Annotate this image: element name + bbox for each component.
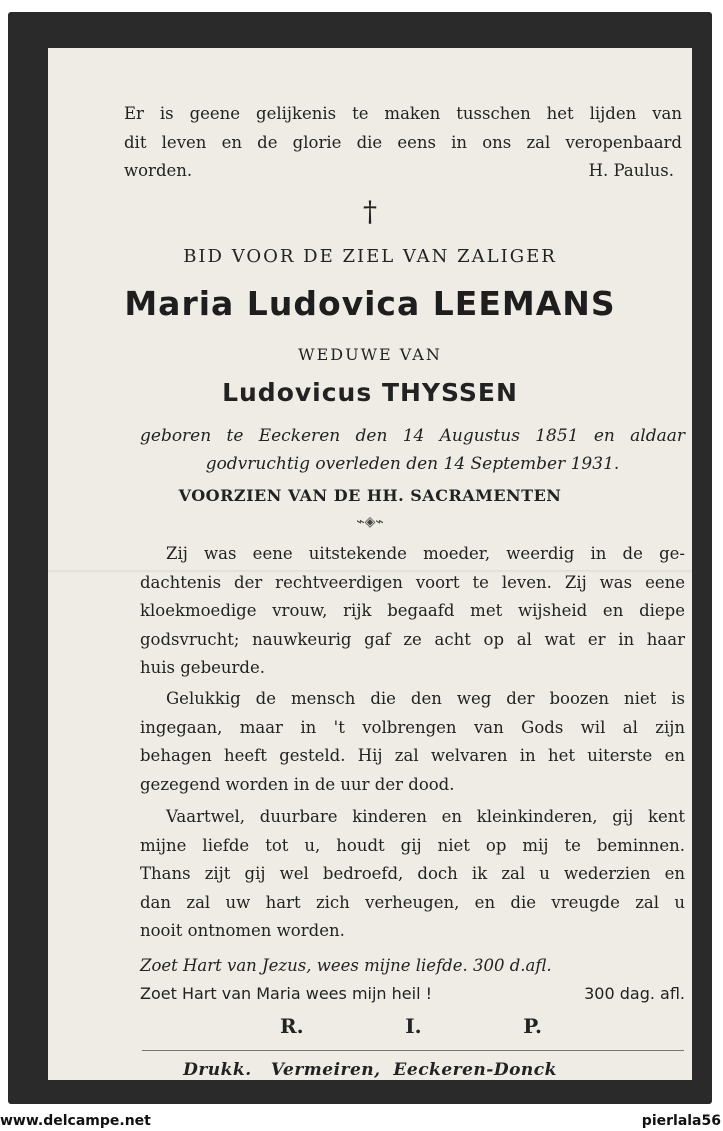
printer-credit: Drukk. Vermeiren, Eeckeren-Donck [183,1060,557,1080]
paragraph-line: dachtenis der rechtveerdigen voort te leven. Zij was eene [140,572,685,592]
paragraph-blessed [140,685,685,799]
prayer-text: Zoet Hart van Maria wees mijn heil ! [140,984,433,1003]
quote-line: worden. [124,161,193,180]
husband-name: Ludovicus THYSSEN [222,378,518,407]
paragraph-line: Zij was eene uitstekende moeder, weerdig in de ge- [166,544,685,563]
rip-line [280,1014,542,1038]
quote-line: dit leven en de glorie die eens in ons zal veropenbaard [124,132,682,152]
paragraph-line: Thans zijt gij wel bedroefd, doch ik zal u wederzien en [140,864,685,883]
rip-letter: I. [405,1014,422,1038]
paragraph-line: gezegend worden in de uur der dood. [140,774,455,794]
prayer-indulgence: 300 dag. afl. [584,984,685,1003]
ornament-divider: ⌁◈⌁ [356,514,384,530]
death-line: godvruchtig overleden den 14 September 1931. [205,454,620,474]
rip-letter: R. [280,1014,304,1038]
paragraph-farewell [140,803,685,946]
card-paper [48,48,692,1080]
sacraments-line: VOORZIEN VAN DE HH. SACRAMENTEN [178,486,562,505]
prayer-request-heading: BID VOOR DE ZIEL VAN ZALIGER [183,246,557,267]
indulgence-prayers [140,952,685,1008]
prayer-jesus: Zoet Hart van Jezus, wees mijne liefde. 300 d.afl. [140,956,552,975]
paragraph-line: behagen heeft gesteld. Hij zal welvaren in het uiterste en [140,746,685,765]
paragraph-line: mijne liefde tot u, houdt gij niet op mij te beminnen. [140,835,685,855]
memorial-card [8,12,712,1104]
divider-rule [142,1050,684,1051]
deceased-name: Maria Ludovica LEEMANS [124,284,616,323]
watermark-site: www.delcampe.net [0,1113,151,1129]
prayer-maria [140,980,685,1008]
rip-letter: P. [523,1014,542,1038]
paragraph-line: godsvrucht; nauwkeurig gaf ze acht op al wat er in haar [140,629,685,649]
paragraph-line: Vaartwel, duurbare kinderen en kleinkinderen, gij kent [166,807,685,826]
paragraph-line: nooit ontnomen worden. [140,921,345,940]
birth-line: geboren te Eeckeren den 14 Augustus 1851 en aldaar [140,426,685,446]
watermark-seller: pierlala56 [641,1113,721,1129]
quote-author: H. Paulus. [588,161,674,180]
life-dates [140,422,685,478]
paragraph-virtues [140,540,685,683]
scripture-quote [124,100,682,186]
paragraph-line: Gelukkig de mensch die den weg der boozen niet is [166,689,685,708]
paragraph-line: kloekmoedige vrouw, rijk begaafd met wijsheid en diepe [140,601,685,620]
cross-icon: † [363,195,377,228]
paragraph-line: ingegaan, maar in 't volbrengen van Gods wil al zijn [140,717,685,737]
widow-of-label: WEDUWE VAN [298,345,442,364]
paragraph-line: huis gebeurde. [140,658,265,677]
paragraph-line: dan zal uw hart zich verheugen, en die vreugde zal u [140,892,685,912]
quote-line: Er is geene gelijkenis te maken tusschen het lijden van [124,104,682,123]
